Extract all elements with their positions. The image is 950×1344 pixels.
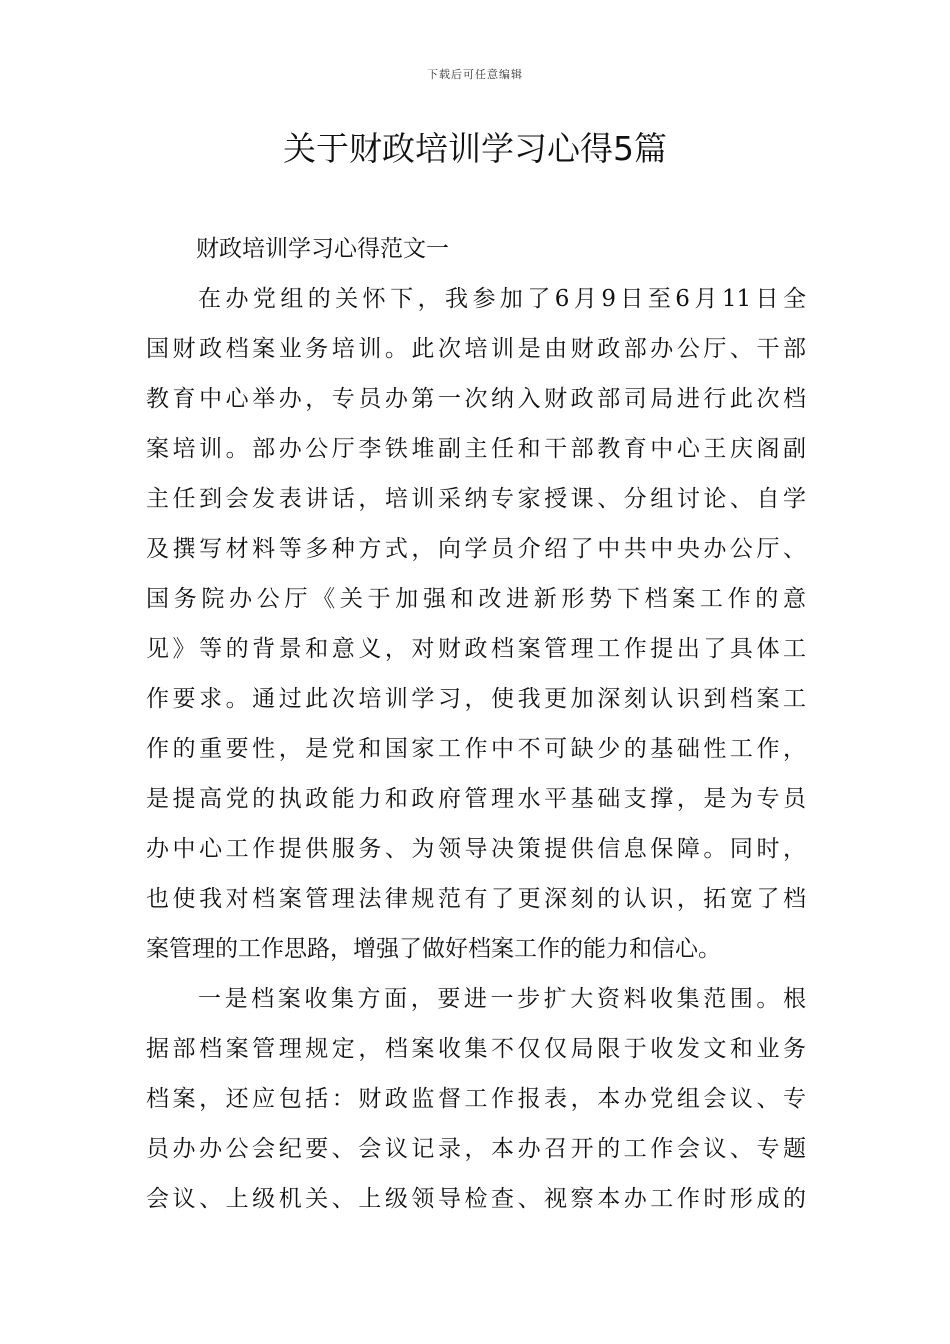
text-line: 案培训。部办公厅李铁堆副主任和干部教育中心王庆阁副 <box>146 436 806 462</box>
text-line: 档案，还应包括：财政监督工作报表，本办党组会议、专 <box>146 1086 806 1112</box>
text-line: 见》等的背景和意义，对财政档案管理工作提出了具体工 <box>146 636 806 662</box>
section-subtitle: 财政培训学习心得范文一 <box>196 236 449 262</box>
text-line: 是提高党的执政能力和政府管理水平基础支撑，是为专员 <box>146 786 806 812</box>
header-note: 下载后可任意编辑 <box>427 68 523 81</box>
document-body <box>146 224 806 1224</box>
paragraph-2 <box>146 974 806 1224</box>
text-line: 也使我对档案管理法律规范有了更深刻的认识，拓宽了档 <box>146 886 806 912</box>
text-line: 国财政档案业务培训。此次培训是由财政部办公厅、干部 <box>146 336 806 362</box>
paragraph-1 <box>146 274 806 974</box>
text-line: 在办党组的关怀下，我参加了6月9日至6月11日全 <box>198 286 806 312</box>
text-line: 办中心工作提供服务、为领导决策提供信息保障。同时， <box>146 836 806 862</box>
text-line: 主任到会发表讲话，培训采纳专家授课、分组讨论、自学 <box>146 486 806 512</box>
text-line: 作的重要性，是党和国家工作中不可缺少的基础性工作， <box>146 736 806 762</box>
text-line: 国务院办公厅《关于加强和改进新形势下档案工作的意 <box>146 586 806 612</box>
text-line: 据部档案管理规定，档案收集不仅仅局限于收发文和业务 <box>146 1036 806 1062</box>
text-line: 教育中心举办，专员办第一次纳入财政部司局进行此次档 <box>146 386 806 412</box>
text-line: 员办办公会纪要、会议记录，本办召开的工作会议、专题 <box>146 1136 806 1162</box>
text-line: 案管理的工作思路，增强了做好档案工作的能力和信心。 <box>146 936 721 962</box>
text-line: 会议、上级机关、上级领导检查、视察本办工作时形成的 <box>146 1186 806 1212</box>
document-title: 关于财政培训学习心得5篇 <box>283 129 667 168</box>
text-line: 及撰写材料等多种方式，向学员介绍了中共中央办公厅、 <box>146 536 806 562</box>
text-line: 一是档案收集方面，要进一步扩大资料收集范围。根 <box>198 986 806 1012</box>
text-line: 作要求。通过此次培训学习，使我更加深刻认识到档案工 <box>146 686 806 712</box>
